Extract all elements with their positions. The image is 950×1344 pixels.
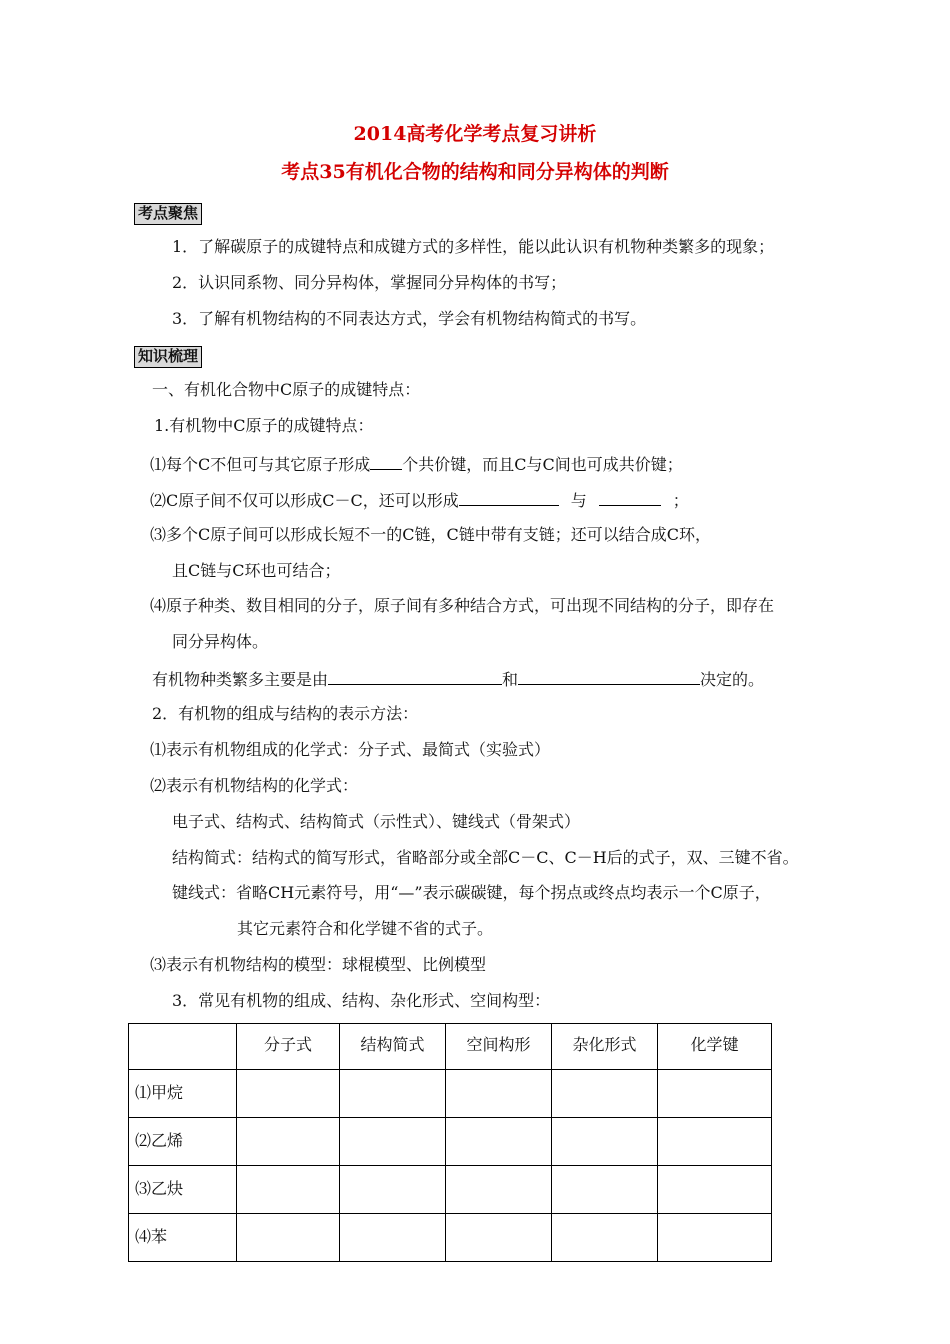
focus-item-1: 1．了解碳原子的成键特点和成键方式的多样性，能以此认识有机物种类繁多的现象； [172,237,775,256]
table-cell[interactable] [552,1214,658,1262]
row-label: ⑴甲烷 [129,1070,237,1118]
table-cell[interactable] [446,1070,552,1118]
table-header-cell: 结构简式 [340,1024,446,1070]
table-header-cell: 空间构形 [446,1024,552,1070]
method-2-structural-formula: 结构简式：结构式的简写形式，省略部分或全部C－C、C－H后的式子，双、三键不省。 [172,848,799,867]
point-3-line-2: 且C链与C环也可结合； [172,561,341,580]
table-cell[interactable] [237,1118,340,1166]
blank-reason-2[interactable] [518,670,700,685]
point-2-mid: 与 [570,491,587,510]
focus-item-2: 2．认识同系物、同分异构体，掌握同分异构体的书写； [172,273,567,292]
table-header-cell: 化学键 [658,1024,772,1070]
sub2-title: 2．有机物的组成与结构的表示方法： [152,704,419,723]
row-label: ⑶乙炔 [129,1166,237,1214]
blank-bond-type-2[interactable] [599,491,661,506]
table-cell[interactable] [658,1166,772,1214]
point-2-post: ； [672,491,689,510]
point-3-line-1: ⑶多个C原子间可以形成长短不一的C链，C链中带有支链；还可以结合成C环， [150,525,711,544]
method-2-skeletal-line-1: 键线式：省略CH元素符号，用“—”表示碳碳键，每个拐点或终点均表示一个C原子， [172,883,771,902]
table-row [129,1214,772,1262]
blank-bond-count[interactable] [370,455,402,470]
method-2: ⑵表示有机物结构的化学式： [150,776,359,795]
table-cell[interactable] [340,1070,446,1118]
section-heading-focus: 考点聚焦 [134,203,202,225]
row-label: ⑵乙烯 [129,1118,237,1166]
table-cell[interactable] [552,1118,658,1166]
table-cell[interactable] [552,1070,658,1118]
table-header-cell [129,1024,237,1070]
reason-pre: 有机物种类繁多主要是由 [152,670,329,689]
document-title: 2014高考化学考点复习讲析 [353,123,597,145]
table-header-row [129,1024,772,1070]
reason-line [152,670,764,688]
table-cell[interactable] [446,1214,552,1262]
point-4-line-2: 同分异构体。 [172,632,269,651]
document-subtitle: 考点35有机化合物的结构和同分异构体的判断 [281,161,669,183]
blank-reason-1[interactable] [328,670,502,685]
method-2-forms: 电子式、结构式、结构简式（示性式）、键线式（骨架式） [172,812,581,831]
table-row [129,1118,772,1166]
sub1-title: 1.有机物中C原子的成键特点： [154,416,374,435]
table-cell[interactable] [340,1214,446,1262]
table-cell[interactable] [658,1214,772,1262]
table-cell[interactable] [446,1166,552,1214]
table-cell[interactable] [237,1166,340,1214]
reason-post: 决定的。 [700,670,765,689]
point-2-pre: ⑵C原子间不仅可以形成C－C，还可以形成 [150,491,459,510]
organic-compounds-table [128,1023,772,1262]
table-cell[interactable] [658,1118,772,1166]
point-1 [150,455,683,473]
blank-bond-type-1[interactable] [459,491,559,506]
point-1-post: 个共价键，而且C与C间也可成共价键； [402,455,683,474]
method-1: ⑴表示有机物组成的化学式：分子式、最简式（实验式） [150,740,551,759]
table-cell[interactable] [446,1118,552,1166]
table-cell[interactable] [340,1118,446,1166]
table-cell[interactable] [237,1070,340,1118]
point-2 [150,491,689,509]
section-heading-knowledge: 知识梳理 [134,346,202,368]
part1-title: 一、有机化合物中C原子的成键特点： [152,380,421,399]
table-row [129,1166,772,1214]
sub3-title: 3．常见有机物的组成、结构、杂化形式、空间构型： [172,991,551,1010]
table-cell[interactable] [552,1166,658,1214]
table-header-cell: 分子式 [237,1024,340,1070]
reason-mid: 和 [502,670,519,689]
point-4-line-1: ⑷原子种类、数目相同的分子，原子间有多种结合方式，可出现不同结构的分子，即存在 [150,596,775,615]
table-row [129,1070,772,1118]
method-2-skeletal-line-2: 其它元素符合和化学键不省的式子。 [237,919,494,938]
table-cell[interactable] [340,1166,446,1214]
method-3: ⑶表示有机物结构的模型：球棍模型、比例模型 [150,955,487,974]
table-cell[interactable] [237,1214,340,1262]
table-cell[interactable] [658,1070,772,1118]
table-header-cell: 杂化形式 [552,1024,658,1070]
focus-item-3: 3．了解有机物结构的不同表达方式，学会有机物结构简式的书写。 [172,309,647,328]
row-label: ⑷苯 [129,1214,237,1262]
point-1-pre: ⑴每个C不但可与其它原子形成 [150,455,371,474]
